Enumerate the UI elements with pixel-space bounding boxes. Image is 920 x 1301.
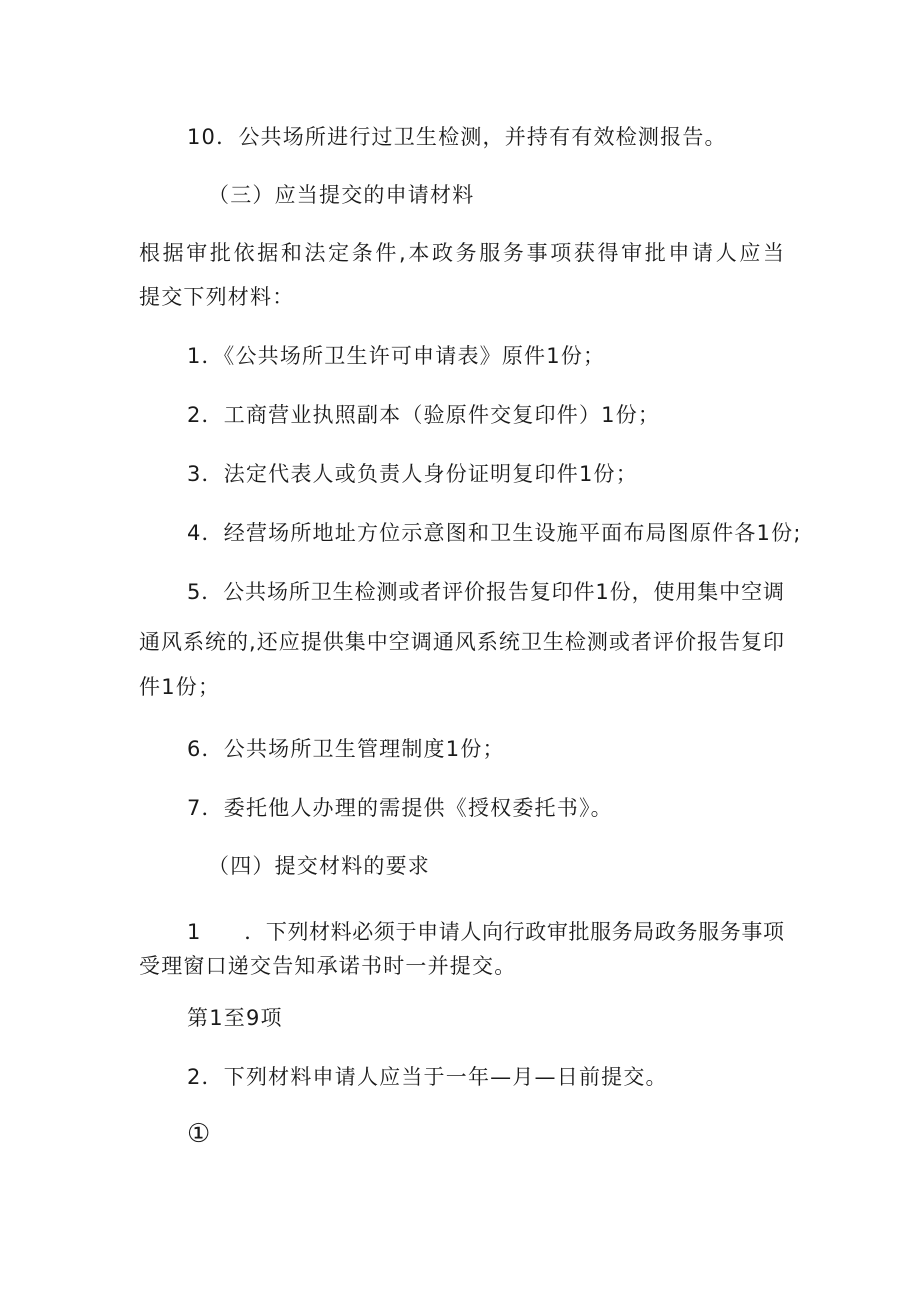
- material-item-5-line-3: 件1份；: [139, 675, 221, 699]
- section-4-heading: （四）提交材料的要求: [208, 854, 430, 878]
- material-item-5-line-2: 通风系统的,还应提供集中空调通风系统卫生检测或者评价报告复印: [139, 630, 784, 654]
- section-3-heading: （三）应当提交的申请材料: [208, 183, 475, 207]
- material-item-5-line-1: 5．公共场所卫生检测或者评价报告复印件1份，使用集中空调: [187, 580, 784, 604]
- material-item-4: 4．经营场所地址方位示意图和卫生设施平面布局图原件各1份;: [187, 521, 802, 545]
- requirement-1-line-2: 受理窗口递交告知承诺书时一并提交。: [139, 954, 517, 978]
- paragraph-intro-line-1: 根据审批依据和法定条件,本政务服务事项获得审批申请人应当: [139, 241, 784, 265]
- material-item-1: 1．《公共场所卫生许可申请表》原件1份；: [187, 344, 606, 368]
- circled-number-1: ①: [187, 1119, 212, 1149]
- material-item-2: 2．工商营业执照副本（验原件交复印件）1份；: [187, 403, 661, 427]
- paragraph-intro-line-2: 提交下列材料：: [139, 285, 295, 309]
- material-item-3: 3．法定代表人或负责人身份证明复印件1份；: [187, 462, 638, 486]
- requirement-2: 2．下列材料申请人应当于一年—月—日前提交。: [187, 1065, 668, 1089]
- material-item-7: 7．委托他人办理的需提供《授权委托书》。: [187, 796, 613, 820]
- requirement-1-line-1: 1 ．下列材料必须于申请人向行政审批服务局政务服务事项: [187, 920, 784, 944]
- requirement-items-range: 第1至9项: [187, 1006, 283, 1030]
- item-10-text: 10．公共场所进行过卫生检测，并持有有效检测报告。: [187, 125, 727, 149]
- material-item-6: 6．公共场所卫生管理制度1份；: [187, 737, 505, 761]
